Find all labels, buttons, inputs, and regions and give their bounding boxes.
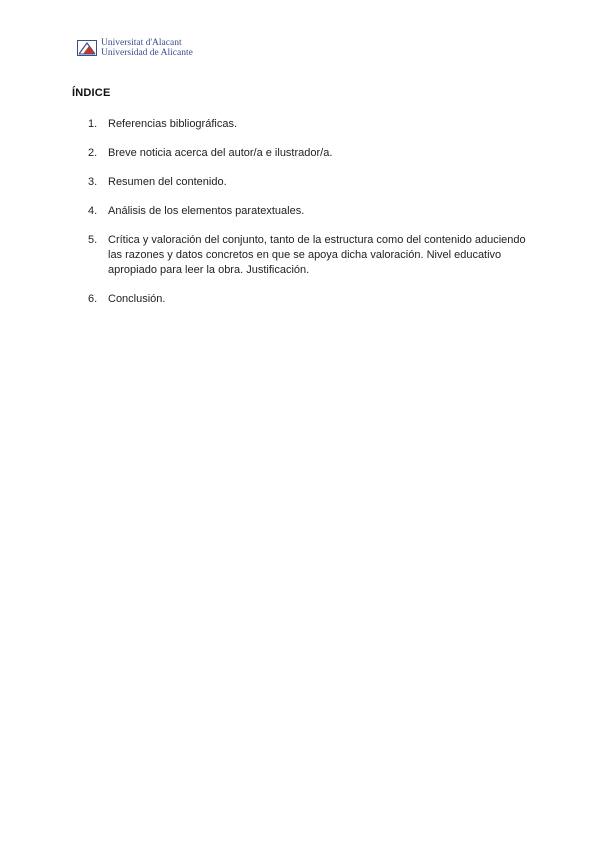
- toc-item-number: 4.: [88, 205, 98, 217]
- toc-item-number: 1.: [88, 118, 98, 130]
- toc-item-number: 6.: [88, 293, 98, 305]
- logo-line-2: Universidad de Alicante: [101, 48, 193, 58]
- toc-item-3: [88, 175, 528, 190]
- toc-item-text: Conclusión.: [108, 293, 166, 305]
- page-title: ÍNDICE: [72, 87, 111, 99]
- toc-item-number: 2.: [88, 147, 98, 159]
- toc-item-text: Breve noticia acerca del autor/a e ilustrador/a.: [108, 147, 333, 159]
- toc-item-number: 5.: [88, 234, 98, 246]
- toc-item-4: [88, 204, 528, 219]
- toc-item-2: [88, 146, 528, 161]
- toc-item-text: Referencias bibliográficas.: [108, 118, 238, 130]
- toc-item-text: Análisis de los elementos paratextuales.: [108, 205, 305, 217]
- toc-item-text: Crítica y valoración del conjunto, tanto de la estructura como del contenido aduciendo las razones y datos concretos en que se apoya dicha valoración. Nivel educativo apropiado para leer la obra. Justificación.: [108, 234, 526, 276]
- toc-item-1: [88, 117, 528, 132]
- toc-item-6: [88, 292, 528, 307]
- logo-line-1: Universitat d'Alacant: [101, 38, 182, 48]
- toc-item-number: 3.: [88, 176, 98, 188]
- toc-item-text: Resumen del contenido.: [108, 176, 227, 188]
- toc-item-5: [88, 233, 528, 278]
- university-emblem-icon: [77, 40, 97, 56]
- table-of-contents: [88, 117, 528, 321]
- university-logo: [77, 38, 193, 58]
